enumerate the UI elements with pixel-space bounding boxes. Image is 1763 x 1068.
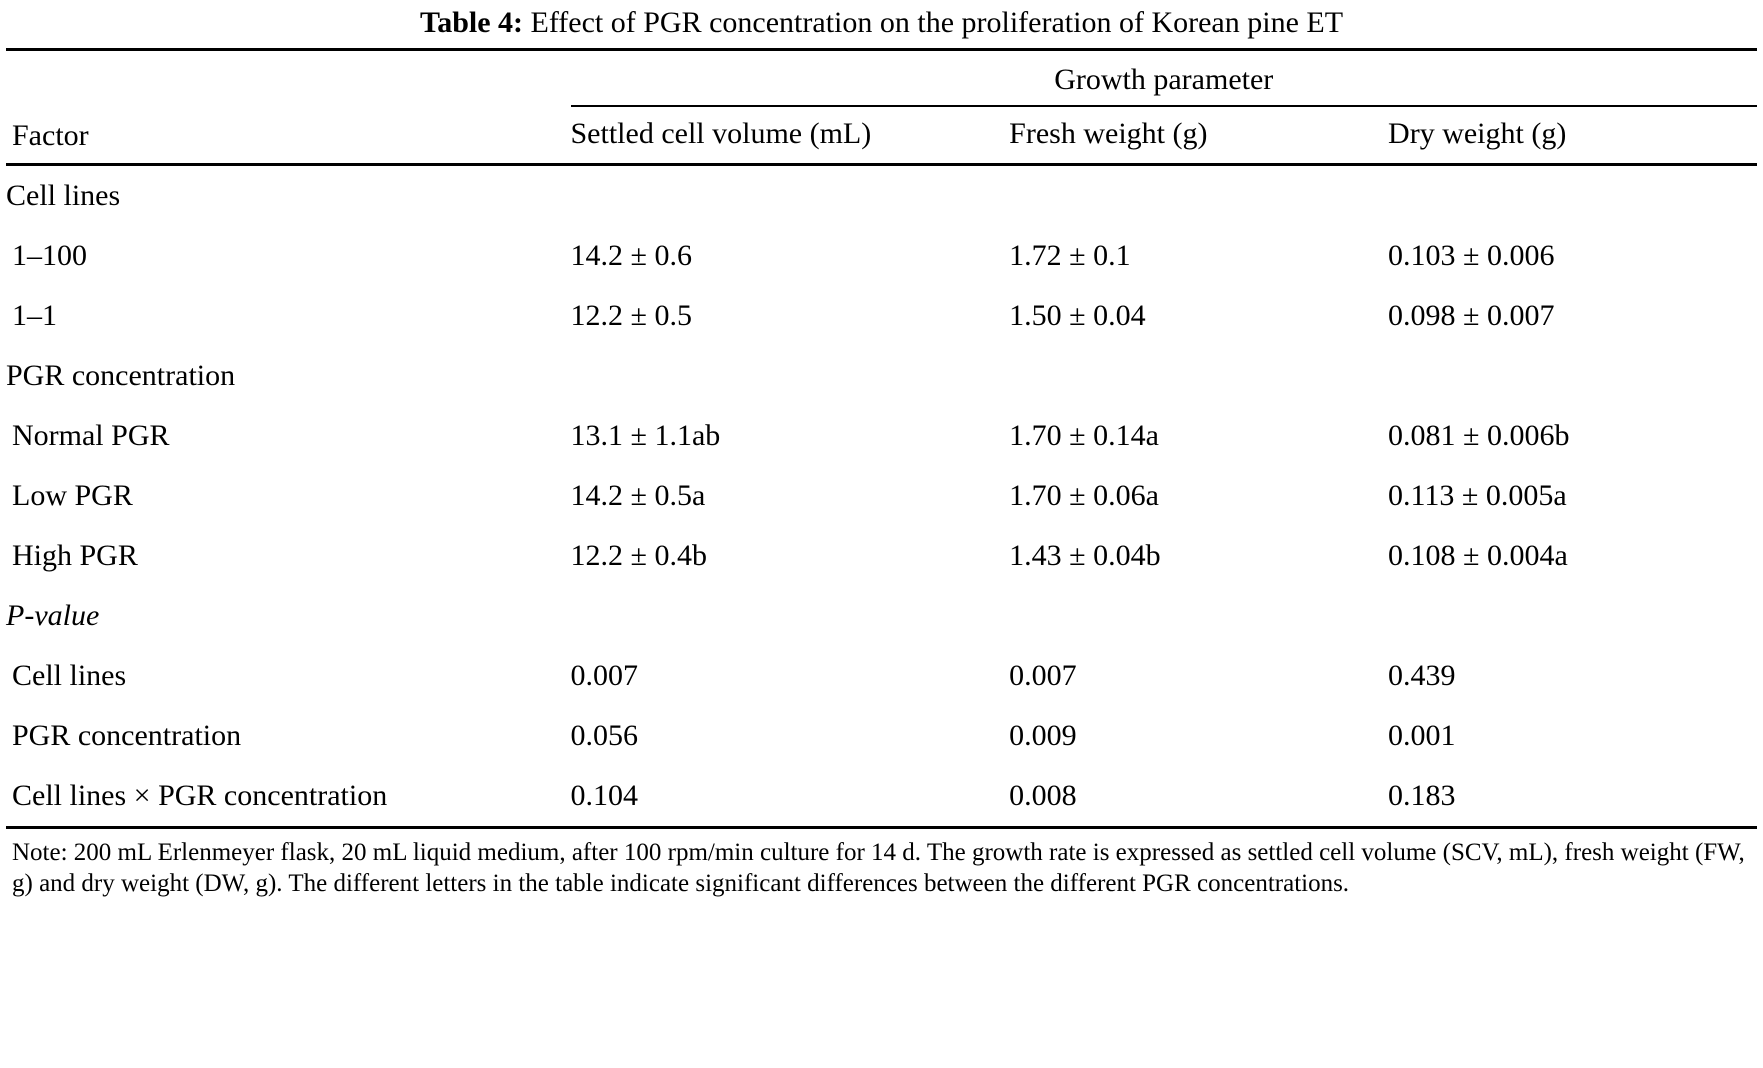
row-label: PGR concentration: [6, 358, 236, 392]
table-note: Note: 200 mL Erlenmeyer flask, 20 mL liquid medium, after 100 rpm/min culture for 14 d. The growth rate is expressed as settled cell volume (SCV, mL), fresh weight (FW, g) and dry weight (DW, g). The different letters in the table indicate significant differences between the different PGR concentrations.: [12, 838, 1745, 897]
row-value-fw: 0.007: [1009, 658, 1077, 692]
table-header-row: [6, 49, 1757, 106]
row-value-fw: 1.70 ± 0.14a: [1009, 418, 1159, 452]
data-table: [6, 48, 1757, 829]
row-value-scv: 13.1 ± 1.1ab: [570, 418, 721, 452]
table-row: [6, 586, 1757, 646]
row-value-scv: [571, 164, 1010, 226]
header-growth-parameter: Growth parameter: [571, 49, 1758, 106]
row-value-dw: 0.183: [1388, 778, 1456, 812]
header-col-fw: Fresh weight (g): [1009, 116, 1208, 150]
row-value-fw: [1009, 164, 1388, 226]
row-label: Normal PGR: [12, 418, 170, 452]
table-row: [6, 646, 1757, 706]
row-value-fw: 1.50 ± 0.04: [1009, 298, 1146, 332]
row-label: High PGR: [12, 538, 138, 572]
table-row: [6, 286, 1757, 346]
row-value-fw: 0.008: [1009, 778, 1077, 812]
row-value-scv: [571, 346, 1010, 406]
header-factor: Factor: [12, 118, 89, 152]
row-value-fw: 1.43 ± 0.04b: [1009, 538, 1161, 572]
row-value-dw: 0.439: [1388, 658, 1456, 692]
table-caption-label: Table 4:: [419, 6, 524, 39]
row-value-dw: [1388, 346, 1757, 406]
table-row: [6, 706, 1757, 766]
row-label: 1–100: [12, 238, 87, 272]
row-value-scv: 14.2 ± 0.5a: [570, 478, 706, 512]
header-col-dw: Dry weight (g): [1388, 116, 1567, 150]
table-row: [6, 526, 1757, 586]
row-label: Cell lines: [6, 178, 121, 212]
row-value-scv: 0.104: [570, 778, 638, 812]
header-col-scv: Settled cell volume (mL): [570, 116, 872, 150]
row-label: Low PGR: [12, 478, 133, 512]
table-row: [6, 766, 1757, 828]
row-value-scv: 0.007: [570, 658, 638, 692]
row-value-scv: 14.2 ± 0.6: [570, 238, 692, 272]
row-value-dw: 0.103 ± 0.006: [1388, 238, 1555, 272]
row-value-scv: [571, 586, 1010, 646]
row-value-dw: 0.113 ± 0.005a: [1388, 478, 1567, 512]
table-row: [6, 466, 1757, 526]
row-value-dw: 0.108 ± 0.004a: [1388, 538, 1568, 572]
row-value-scv: 12.2 ± 0.5: [570, 298, 692, 332]
row-value-fw: 0.009: [1009, 718, 1077, 752]
row-value-fw: 1.70 ± 0.06a: [1009, 478, 1159, 512]
row-label: P-value: [6, 598, 100, 632]
row-value-dw: [1388, 586, 1757, 646]
row-value-fw: [1009, 346, 1388, 406]
row-value-scv: 0.056: [570, 718, 638, 752]
row-label: 1–1: [12, 298, 57, 332]
table-body: [6, 49, 1757, 827]
row-value-scv: 12.2 ± 0.4b: [570, 538, 707, 572]
table-row: [6, 226, 1757, 286]
row-value-dw: 0.098 ± 0.007: [1388, 298, 1555, 332]
table-caption: [6, 0, 1757, 48]
table-row: [6, 346, 1757, 406]
row-value-dw: 0.001: [1388, 718, 1456, 752]
row-value-dw: [1388, 164, 1757, 226]
row-label: Cell lines × PGR concentration: [12, 778, 388, 812]
table-row: [6, 406, 1757, 466]
row-label: PGR concentration: [12, 718, 242, 752]
table-caption-text: Effect of PGR concentration on the proliferation of Korean pine ET: [530, 6, 1344, 39]
row-value-fw: 1.72 ± 0.1: [1009, 238, 1131, 272]
row-value-fw: [1009, 586, 1388, 646]
row-value-dw: 0.081 ± 0.006b: [1388, 418, 1570, 452]
table-row: [6, 164, 1757, 226]
row-label: Cell lines: [12, 658, 127, 692]
